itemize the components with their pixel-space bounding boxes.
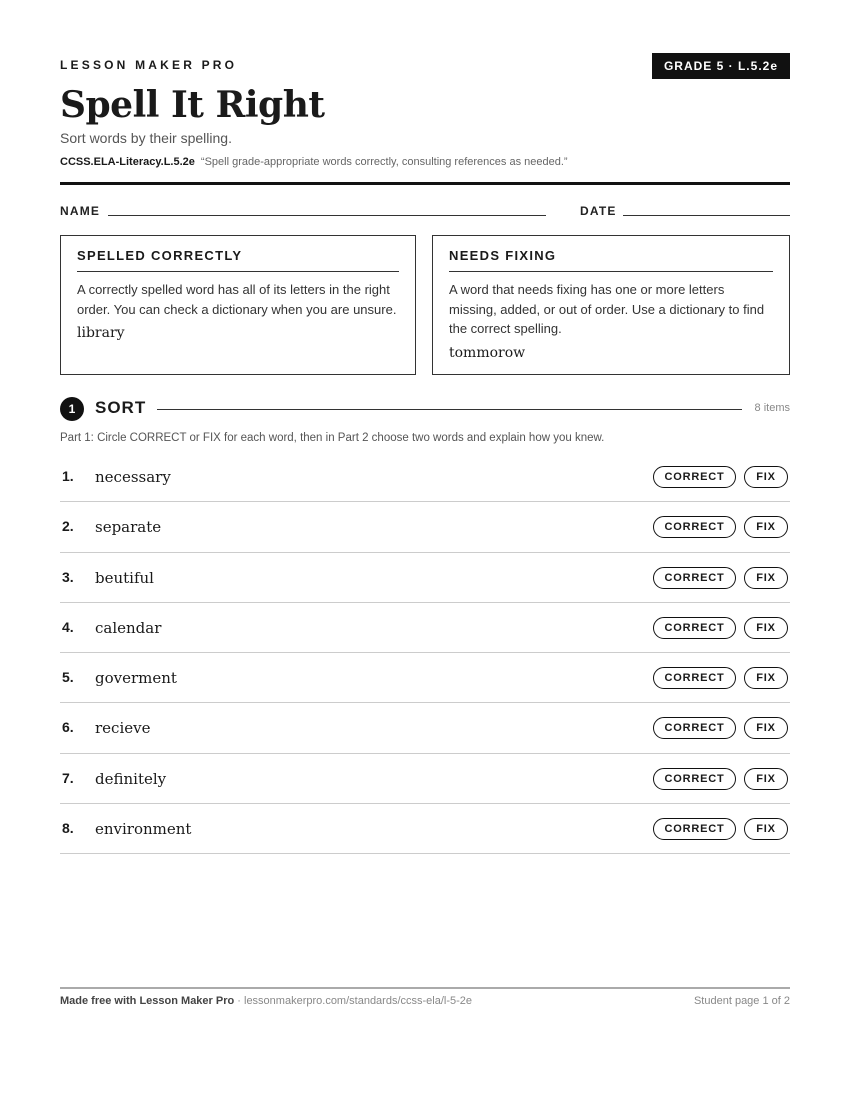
list-item	[60, 502, 790, 552]
correct-choice-button[interactable]: CORRECT	[653, 617, 736, 639]
list-item	[60, 603, 790, 653]
brand-name: LESSON MAKER PRO	[60, 58, 238, 72]
box-title: NEEDS FIXING	[449, 248, 773, 272]
correct-choice-button[interactable]: CORRECT	[653, 516, 736, 538]
item-number: 3.	[62, 568, 74, 585]
item-word: goverment	[95, 669, 177, 688]
list-item	[60, 553, 790, 603]
section-divider	[157, 409, 742, 410]
section-title: SORT	[95, 398, 147, 417]
item-number: 8.	[62, 820, 74, 837]
box-description: A word that needs fixing has one or more letters missing, added, or out of order. Use a dictionary to find the correct spelling.	[449, 282, 765, 336]
grade-badge: GRADE 5 · L.5.2e	[652, 53, 790, 79]
header-divider	[60, 182, 790, 185]
box-example-word: tommorow	[449, 344, 526, 361]
footer-made-with: Made free with Lesson Maker Pro	[60, 995, 235, 1007]
fix-choice-button[interactable]: FIX	[744, 567, 788, 589]
fix-choice-button[interactable]: FIX	[744, 466, 788, 488]
item-number: 1.	[62, 468, 74, 484]
name-label: NAME	[60, 204, 101, 218]
date-label: DATE	[580, 204, 617, 218]
list-item	[60, 754, 790, 804]
box-title: SPELLED CORRECTLY	[77, 248, 399, 272]
item-word: recieve	[95, 719, 151, 738]
page-title: Spell It Right	[60, 84, 325, 126]
word-list	[60, 452, 790, 854]
item-word: calendar	[95, 618, 162, 637]
fix-choice-button[interactable]: FIX	[744, 818, 788, 840]
item-number: 5.	[62, 669, 74, 686]
item-number: 7.	[62, 769, 74, 786]
correct-definition-box	[60, 235, 416, 375]
correct-choice-button[interactable]: CORRECT	[653, 818, 736, 840]
correct-choice-button[interactable]: CORRECT	[653, 667, 736, 689]
item-number: 4.	[62, 618, 74, 635]
page-subtitle: Sort words by their spelling.	[60, 130, 232, 146]
item-word: necessary	[95, 468, 171, 486]
list-item	[60, 653, 790, 703]
box-description: A correctly spelled word has all of its letters in the right order. You can check a dictionary when you are unsure.	[77, 282, 397, 317]
fix-choice-button[interactable]: FIX	[744, 667, 788, 689]
item-number: 2.	[62, 518, 74, 535]
footer-url[interactable]: · lessonmakerpro.com/standards/ccss-ela/l-5-2e	[237, 995, 473, 1007]
item-word: separate	[95, 518, 162, 537]
list-item	[60, 452, 790, 502]
item-word: beutiful	[95, 568, 154, 587]
standard-code: CCSS.ELA-Literacy.L.5.2e	[60, 156, 195, 168]
correct-choice-button[interactable]: CORRECT	[653, 768, 736, 790]
fix-choice-button[interactable]: FIX	[744, 768, 788, 790]
date-field[interactable]	[623, 215, 790, 216]
list-item	[60, 703, 790, 753]
correct-choice-button[interactable]: CORRECT	[653, 567, 736, 589]
name-field[interactable]	[108, 215, 546, 216]
fix-definition-box	[432, 235, 790, 375]
fix-choice-button[interactable]: FIX	[744, 617, 788, 639]
box-example-word: library	[77, 325, 125, 341]
standard-line	[60, 156, 568, 168]
item-word: definitely	[95, 769, 167, 788]
item-count: 8 items	[754, 402, 790, 414]
section-header	[60, 396, 790, 422]
item-word: environment	[95, 820, 192, 839]
standard-text: “Spell grade-appropriate words correctly, consulting references as needed.”	[200, 156, 568, 168]
footer-credit	[60, 995, 472, 1007]
footer-divider	[60, 987, 790, 989]
correct-choice-button[interactable]: CORRECT	[653, 717, 736, 739]
fix-choice-button[interactable]: FIX	[744, 516, 788, 538]
page-indicator: Student page 1 of 2	[693, 995, 790, 1007]
fix-choice-button[interactable]: FIX	[744, 717, 788, 739]
correct-choice-button[interactable]: CORRECT	[653, 466, 736, 488]
list-item	[60, 804, 790, 854]
section-number-badge: 1	[60, 397, 84, 421]
item-number: 6.	[62, 719, 74, 736]
instructions: Part 1: Circle CORRECT or FIX for each word, then in Part 2 choose two words and explain how you knew.	[60, 432, 605, 444]
